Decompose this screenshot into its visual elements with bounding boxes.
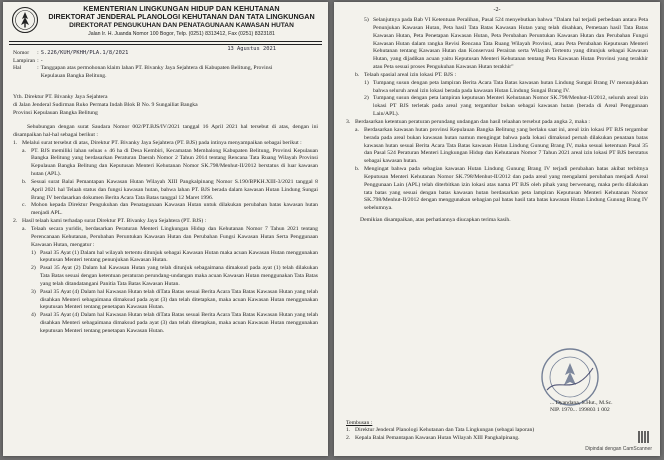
letterhead (41, 5, 322, 39)
page-number: -2- (493, 7, 501, 13)
addressee-line-3: Provinsi Kepulauan Bangka Belitung (13, 109, 98, 116)
point-1a: a. PT. BJS memiliki lahan seluas ± 46 ha di Desa Kembiri, Kecamatan Membalong Kabupaten Belitung, Provinsi Kepulauan Bangka Belitung yang berdasarkan Peraturan Daerah Nomor 2 Tahun 2014 tentang Rencana Tata Ruang Wilayah Provinsi Kepulauan Bangka Belitung dan Keputusan Menteri Kehutanan Nomor SK.798/Menhut-II/2012 berstatus di luar kawasan hutan (APL). (22, 147, 318, 178)
letterhead-rule-thin (9, 44, 322, 45)
point-2a: a. Telaah secara yuridis, berdasarkan Peraturan Menteri Lingkungan Hidup dan Kehutanan Nomor 7 Tahun 2021 tentang Perencanaan Kehutanan, Perubahan Peruntukan Kawasan Hutan dan Perubahan Fungsi Kawasan Hutan Serta Penggunaan Kawasan Hutan, mengatur : (22, 225, 318, 248)
point-2: 2. Hasil telaah kami terhadap surat Direktur PT. Bivanky Jaya Sejahtera (PT. BJS) : (13, 218, 207, 225)
point-2a-1: 1) Pasal 35 Ayat (1) Dalam hal wilayah tertentu ditunjuk sebagai Kawasan Hutan maka acuan Kawasan Hutan menggunakan keputusan Menteri tentang penunjukan Kawasan Hutan. (31, 249, 318, 264)
point-2b: b. Telaah spasial areal izin lokasi PT. BJS : (355, 71, 457, 78)
letterhead-rule (9, 41, 322, 42)
addressee-line-1: Yth. Direktur PT. Bivanky Jaya Sejahtera (13, 94, 108, 100)
point-1: 1. Melalui surat tersebut di atas, Direktur PT. Bivanky Jaya Sejahtera (PT. BJS) pada intinya menyampaikan sebagai berikut : (13, 139, 302, 146)
lampiran-value: - (40, 57, 43, 64)
signatory-name: ... Dyandana, S.Hut., M.Sc. (550, 400, 613, 406)
letter-body-page-2 (346, 17, 648, 225)
letter-body-page-1 (13, 124, 318, 336)
point-3: 3. Berdasarkan ketentuan peraturan perundang undangan dan hasil telaahan tersebut pada angka 2, maka : (346, 118, 590, 125)
letterhead-ministry: KEMENTERIAN LINGKUNGAN HIDUP DAN KEHUTANAN (83, 4, 280, 13)
letterhead-directorate-general: DIREKTORAT JENDERAL PLANOLOGI KEHUTANAN DAN TATA LINGKUNGAN (48, 12, 315, 22)
point-2a-3: 3) Pasal 35 Ayat (4) Dalam hal Kawasan Hutan telah diTata Batas sesuai Berita Acara Tata Batas Kawasan Hutan yang telah disahkan Menteri sebagaimana dimaksud pada ayat (3) dan telah ditetapkan, maka acuan Kawasan Hutan menggunakan keputusan Menteri tentang penetapan Kawasan Hutan. (31, 288, 318, 311)
tembusan-item-2: 2. Kepala Balai Pemantapan Kawasan Hutan Wilayah XIII Pangkalpinang. (346, 434, 520, 441)
tembusan-item-1: 1. Direktur Jenderal Planologi Kehutanan dan Tata Lingkungan (sebagai laporan) (346, 427, 535, 434)
point-3b: b. Mengingat bahwa pada sebagian kawasan Hutan Lindung Gunung Brang IV terjadi perubahan batas akibat terbitnya Keputusan Menteri Kehutanan Nomor SK.798/Menhut-II/2012 dan pada areal yang mengalami perubahan menjadi Areal Penggunaan Lain (APL) telah diterbitkan izin lokasi atas nama PT BJS oleh pihak yang berwenang, maka perlu dilakukan tata batas yang sesuai dengan batas kawasan hutan berdasarkan peta lampiran Keputusan Menteri Kehutanan Nomor SK.798/Menhut-II/2012 dengan menggunakan sebagian pal batas hasil tata batas kawasan Hutan Lindung Gunung Brang IV sebelumnya. (355, 166, 648, 212)
point-1c: c. Mohon kepada Direktur Pengukuhan dan Penatagunaan Kawasan Hutan untuk dilakukan perubahan batas kawasan hutan menjadi APL. (22, 202, 318, 217)
addressee-line-2: di Jalan Jenderal Sudirman Ruko Permata Indah Blok B No. 9 Sungailiat Bangka (13, 101, 198, 108)
addressee-block (13, 94, 318, 118)
hal-value: Tanggapan atas permohonan klaim lahan PT. Bivanky Jaya Sejahtera di Kabupaten Belitung, Provinsi Kepulauan Bangka Belitung. (40, 65, 273, 79)
intro-paragraph: Sehubungan dengan surat Saudara Nomor 002/PT.BJS/IV/2021 tanggal 16 April 2021 hal tersebut di atas, dengan ini disampaikan hal-hal sebagai berikut : (13, 124, 318, 138)
point-2a-4: 4) Pasal 35 Ayat (4) Dalam hal Kawasan Hutan telah diTata Batas sesuai Berita Acara Tata Batas Kawasan Hutan yang telah disahkan Menteri sebagaimana dimaksud pada ayat (3) dan telah ditetapkan, maka acuan Kawasan Hutan menggunakan keputusan Menteri tentang penetapan Kawasan Hutan. (31, 312, 318, 334)
lampiran-label: Lampiran (13, 57, 36, 64)
letter-page-1 (3, 2, 328, 456)
letter-page-2 (334, 2, 660, 456)
ministry-logo (11, 6, 39, 34)
scanner-watermark: Dipindai dengan CamScanner (585, 446, 652, 452)
letterhead-address: Jalan Ir. H. Juanda Nomor 100 Bogor, Telp. (0251) 8313412, Fax (0251) 8323181 (88, 31, 275, 38)
tembusan-block (346, 420, 648, 442)
nomor-label: Nomor (13, 50, 30, 56)
official-seal-stamp (539, 346, 601, 408)
point-2b-1: 1) Tumpang susun dengan peta lampiran Berita Acara Tata Batas kawasan hutan Lindung Sungai Brang IV menunjukkan bahwa seluruh areal izin lokasi berada pada kawasan Hutan Lindung Sungai Brang IV. (364, 79, 648, 94)
letter-date: 13 Agustus 2021 (227, 46, 276, 52)
point-1b: b. Sesuai surat Balai Pemantapan Kawasan Hutan Wilayah XIII Pangkalpinang Nomor S.190/BPKH.XIII-3/2021 tanggal 8 April 2021 hal Telaah status dan fungsi kawasan hutan, bahwa lahan PT. BJS berada dalam kawasan Hutan Lindung Sungai Brang IV berdasarkan dokumen Berita Acara Tata Batas tanggal 12 Maret 1996. (22, 178, 318, 201)
point-2a-5: 5) Selanjutnya pada Bab VI Ketentuan Peralihan, Pasal 524 menyebutkan bahwa "Dalam hal terjadi perbedaan antara Peta Penunjukan Kawasan Hutan, Peta hasil Tata Batas Kawasan Hutan yang telah disahkan, Pemetaan hasil Tata Batas Kawasan Hutan, Peta Penetapan Kawasan Hutan, Peta Perubahan Peruntukan Kawasan Hutan dan Perubahan Fungsi Kawasan Hutan dalam rangka Revisi Rencana Tata Ruang Wilayah Provinsi, atau Peta Perubahan Keputusan Menteri Kehutanan tentang Kawasan Hutan dan Konservasi Perairan serta Wilayah Tertentu yang ditunjuk sebagai Kawasan Hutan, yang dijadikan acuan yaitu Keputusan Menteri Kehutanan tentang Peta Kawasan Hutan Provinsi yang terakhir atau Peta sesuai proses Pengukuhan Kawasan Hutan terakhir" (364, 17, 648, 71)
closing-sentence: Demikian disampaikan, atas perhatiannya diucapkan terima kasih. (360, 217, 511, 224)
tembusan-label: Tembusan : (346, 420, 373, 426)
point-3a: a. Berdasarkan kawasan hutan provinsi Kepulauan Bangka Belitung yang berlaku saat ini, areal izin lokasi PT BJS tergambar berada pada areal bukan kawasan hutan namun mengingat bahwa pada lokasi dimaksud pernah dilakukan penataan batas kawasan hutan sesuai Berita Acara Tata Batas kawasan Hutan Lindung Gunung Brang IV, maka sesuai ketentuan Pasal 35 dan Pasal 524 Peraturan Menteri Lingkungan Hidup dan Kehutanan Nomor 7 Tahun 2021 areal izin lokasi PT BJS berstatus sebagai kawasan hutan. (355, 126, 648, 165)
point-2a-2: 2) Pasal 35 Ayat (2) Dalam hal Kawasan Hutan yang telah ditunjuk sebagaimana dimaksud pada ayat (1) telah dilakukan Tata Batas sesuai dengan ketentuan peraturan perundang-undangan maka acuan Kawasan Hutan menggunakan Tata Batas yang telah ditandatangani Panitia Tata Batas Kawasan Hutan. (31, 265, 318, 287)
signature-block (550, 400, 613, 414)
point-2b-2: 2) Tumpang susun dengan peta lampiran keputusan Menteri Kehutanan Nomor SK.798/Menhut-II/2012, seluruh areal izin lokasi PT BJS terletak pada areal yang tergambar bukan sebagai kawasan hutan (berada di Areal Penggunaan Lain/APL). (364, 95, 648, 118)
letterhead-directorate: DIREKTORAT PENGUKUHAN DAN PENATAGUNAAN KAWASAN HUTAN (69, 21, 294, 29)
letter-meta: Nomor : S.226/KUH/PKHH/PLA.1/8/2021 Lampiran : - Hal : Tanggapan atas permohonan klaim lahan PT. Bivanky Jaya Sejahtera di Kabupaten Belitung, Provinsi Kepulauan Bangka Belitung. (13, 50, 283, 80)
signatory-nip: NIP. 1970... 199803 1 002 (550, 407, 610, 413)
nomor-value: S.226/KUH/PKHH/PLA.1/8/2021 (40, 50, 129, 56)
hal-label: Hal (13, 65, 22, 72)
scanner-qr-icon (638, 431, 650, 443)
